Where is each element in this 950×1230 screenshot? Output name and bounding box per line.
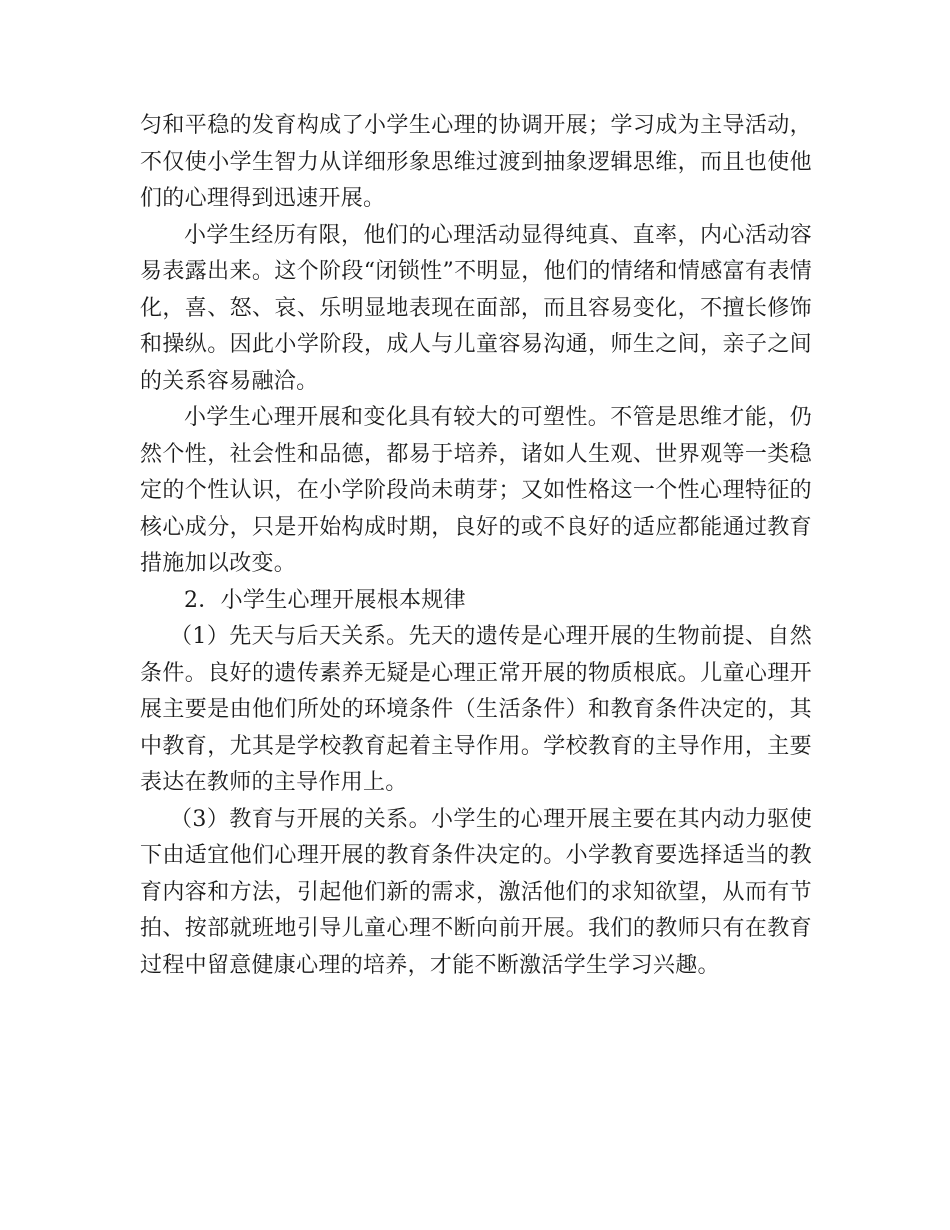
paragraph-emotions: 小学生经历有限，他们的心理活动显得纯真、直率，内心活动容易表露出来。这个阶段“闭锁性”不明显，他们的情绪和情感富有表情化，喜、怒、哀、乐明显地表现在面部，而且容易变化，不擅长修饰和操纵。因此小学阶段，成人与儿童容易沟通，师生之间，亲子之间的关系容易融洽。 [140,222,812,394]
paragraph-education-development: （3）教育与开展的关系。小学生的心理开展主要在其内动力驱使下由适宜他们心理开展的教育条件决定的。小学教育要选择适当的教育内容和方法，引起他们新的需求，激活他们的求知欲望，从而有节拍、按部就班地引导儿童心理不断向前开展。我们的教师只有在教育过程中留意健康心理的培养，才能不断激活学生学习兴趣。 [140,806,812,978]
section-heading: 2．小学生心理开展根本规律 [184,587,466,613]
paragraph-continuation: 匀和平稳的发育构成了小学生心理的协调开展；学习成为主导活动，不仅使小学生智力从详细形象思维过渡到抽象逻辑思维，而且也使他们的心理得到迅速开展。 [140,113,812,211]
paragraph-nature-nurture: （1）先天与后天关系。先天的遗传是心理开展的生物前提、自然条件。良好的遗传素养无疑是心理正常开展的物质根底。儿童心理开展主要是由他们所处的环境条件（生活条件）和教育条件决定的，其中教育，尤其是学校教育起着主导作用。学校教育的主导作用，主要表达在教师的主导作用上。 [140,624,812,795]
paragraph-plasticity: 小学生心理开展和变化具有较大的可塑性。不管是思维才能，仍然个性，社会性和品德，都易于培养，诸如人生观、世界观等一类稳定的个性认识，在小学阶段尚未萌芽；又如性格这一个性心理特征的核心成分，只是开始构成时期，良好的或不良好的适应都能通过教育措施加以改变。 [140,405,812,576]
document-body [140,108,812,984]
